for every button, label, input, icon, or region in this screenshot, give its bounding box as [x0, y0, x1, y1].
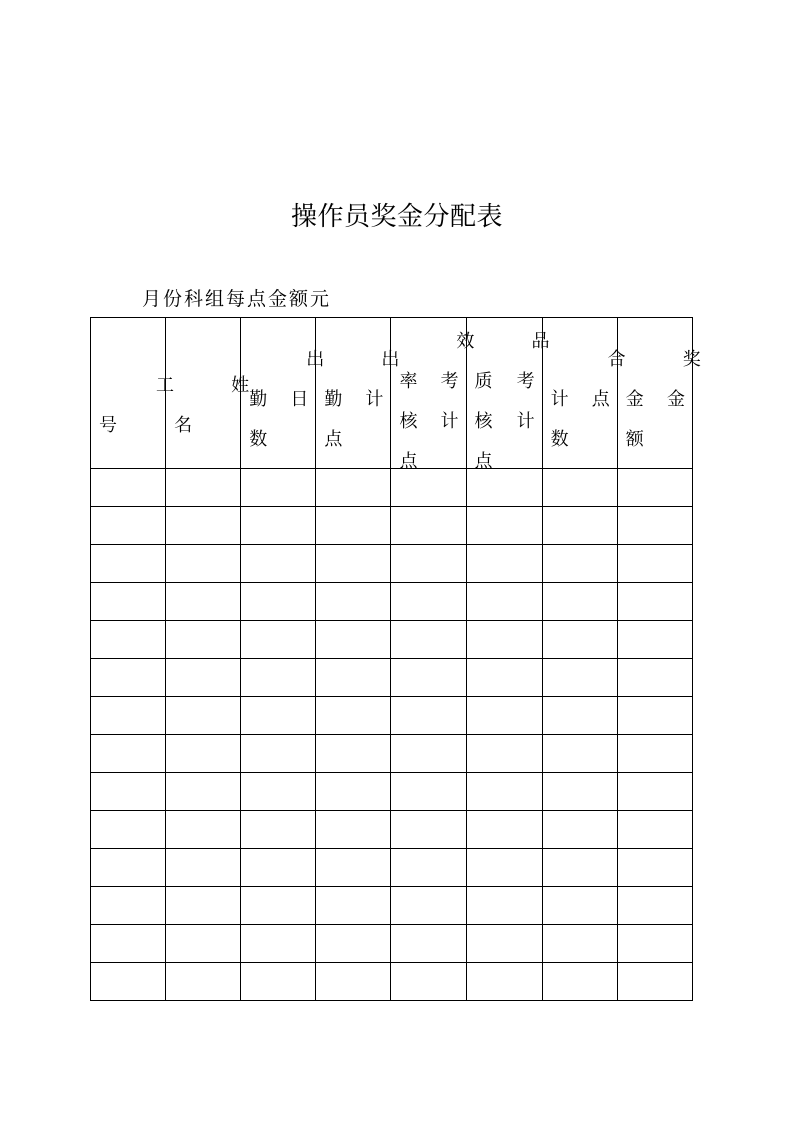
cell-quality-points[interactable] [466, 773, 542, 811]
cell-quality-points[interactable] [466, 735, 542, 773]
header-cell-wrapper [391, 318, 476, 472]
cell-quality-points[interactable] [466, 811, 542, 849]
cell-employee-number[interactable] [91, 621, 166, 659]
cell-attendance-days[interactable] [241, 925, 316, 963]
cell-total-points[interactable] [542, 697, 617, 735]
table-row [91, 849, 693, 887]
cell-quality-points[interactable] [466, 887, 542, 925]
cell-name[interactable] [166, 697, 241, 735]
cell-bonus-amount[interactable] [617, 773, 692, 811]
cell-total-points[interactable] [542, 887, 617, 925]
cell-attendance-points[interactable] [316, 659, 391, 697]
cell-quality-points[interactable] [466, 659, 542, 697]
header-label-attendance-points: 出 勤 计 点 [324, 349, 401, 450]
cell-quality-points[interactable] [466, 963, 542, 1001]
cell-employee-number[interactable] [91, 697, 166, 735]
table-row [91, 697, 693, 735]
header-cell-wrapper [166, 318, 251, 468]
cell-efficiency-points[interactable] [391, 659, 466, 697]
cell-quality-points[interactable] [466, 925, 542, 963]
header-cell-wrapper [316, 318, 401, 468]
cell-name[interactable] [166, 735, 241, 773]
cell-attendance-days[interactable] [241, 735, 316, 773]
cell-total-points[interactable] [542, 811, 617, 849]
table-row [91, 545, 693, 583]
cell-efficiency-points[interactable] [391, 621, 466, 659]
header-cell-efficiency-points [391, 318, 476, 472]
table-row [91, 659, 693, 697]
table-row [91, 507, 693, 545]
page-title: 操作员奖金分配表 [290, 202, 503, 232]
cell-employee-number[interactable] [91, 659, 166, 697]
cell-attendance-points[interactable] [316, 621, 391, 659]
header-cell-bonus-amount [617, 318, 702, 469]
header-label-efficiency-points: 效 率 考 核 计 点 [399, 331, 476, 472]
table-row [91, 773, 693, 811]
header-cell-employee-number [91, 318, 175, 469]
cell-bonus-amount[interactable] [617, 545, 692, 583]
cell-total-points[interactable] [542, 545, 617, 583]
cell-quality-points[interactable] [466, 545, 542, 583]
cell-bonus-amount[interactable] [617, 507, 692, 545]
cell-employee-number[interactable] [91, 811, 166, 849]
cell-attendance-days[interactable] [241, 469, 316, 507]
cell-employee-number[interactable] [91, 735, 166, 773]
cell-bonus-amount[interactable] [617, 963, 692, 1001]
table-header-row [91, 318, 693, 469]
cell-efficiency-points[interactable] [391, 735, 466, 773]
cell-name[interactable] [166, 507, 241, 545]
table-row [91, 925, 693, 963]
cell-attendance-points[interactable] [316, 963, 391, 1001]
cell-efficiency-points[interactable] [391, 811, 466, 849]
cell-attendance-points[interactable] [316, 887, 391, 925]
cell-attendance-days[interactable] [241, 849, 316, 887]
cell-total-points[interactable] [542, 735, 617, 773]
cell-bonus-amount[interactable] [617, 849, 692, 887]
cell-efficiency-points[interactable] [391, 887, 466, 925]
header-cell-wrapper [467, 318, 551, 472]
cell-name[interactable] [166, 887, 241, 925]
cell-total-points[interactable] [542, 621, 617, 659]
cell-employee-number[interactable] [91, 507, 166, 545]
cell-attendance-days[interactable] [241, 773, 316, 811]
table-row [91, 469, 693, 507]
cell-quality-points[interactable] [466, 697, 542, 735]
cell-attendance-points[interactable] [316, 811, 391, 849]
cell-name[interactable] [166, 773, 241, 811]
cell-efficiency-points[interactable] [391, 963, 466, 1001]
cell-attendance-days[interactable] [241, 811, 316, 849]
cell-bonus-amount[interactable] [617, 621, 692, 659]
table-row [91, 811, 693, 849]
cell-employee-number[interactable] [91, 925, 166, 963]
cell-name[interactable] [166, 545, 241, 583]
cell-total-points[interactable] [542, 773, 617, 811]
header-label-name: 姓 名 [174, 375, 251, 436]
header-cell-name [166, 318, 251, 469]
cell-efficiency-points[interactable] [391, 583, 466, 621]
bonus-distribution-table [90, 317, 702, 1001]
cell-efficiency-points[interactable] [391, 773, 466, 811]
header-label-bonus-amount: 奖 金 金 额 [625, 349, 702, 450]
cell-total-points[interactable] [542, 507, 617, 545]
header-cell-attendance-points [316, 318, 401, 469]
cell-total-points[interactable] [542, 469, 617, 507]
cell-quality-points[interactable] [466, 507, 542, 545]
cell-attendance-days[interactable] [241, 697, 316, 735]
cell-bonus-amount[interactable] [617, 469, 692, 507]
cell-quality-points[interactable] [466, 621, 542, 659]
table-row [91, 583, 693, 621]
subtitle-line: 月份科组每点金额元 [142, 288, 332, 310]
table-row [91, 887, 693, 925]
header-label-quality-points: 品 质 考 核 计 点 [474, 331, 551, 472]
cell-attendance-days[interactable] [241, 507, 316, 545]
header-cell-total-points [542, 318, 627, 469]
cell-total-points[interactable] [542, 925, 617, 963]
cell-name[interactable] [166, 849, 241, 887]
cell-bonus-amount[interactable] [617, 925, 692, 963]
header-label-total-points: 合 计 点 数 [550, 349, 627, 450]
cell-total-points[interactable] [542, 583, 617, 621]
header-cell-wrapper [91, 318, 175, 468]
cell-attendance-days[interactable] [241, 963, 316, 1001]
cell-attendance-points[interactable] [316, 849, 391, 887]
table-body [91, 469, 693, 1001]
cell-attendance-days[interactable] [241, 659, 316, 697]
header-label-attendance-days: 出 勤 日 数 [249, 349, 326, 450]
cell-employee-number[interactable] [91, 469, 166, 507]
cell-employee-number[interactable] [91, 583, 166, 621]
cell-efficiency-points[interactable] [391, 849, 466, 887]
cell-name[interactable] [166, 583, 241, 621]
cell-bonus-amount[interactable] [617, 887, 692, 925]
cell-attendance-days[interactable] [241, 583, 316, 621]
table-row [91, 621, 693, 659]
cell-attendance-days[interactable] [241, 545, 316, 583]
table-row [91, 963, 693, 1001]
cell-attendance-points[interactable] [316, 773, 391, 811]
cell-efficiency-points[interactable] [391, 925, 466, 963]
cell-attendance-days[interactable] [241, 621, 316, 659]
cell-bonus-amount[interactable] [617, 811, 692, 849]
cell-bonus-amount[interactable] [617, 659, 692, 697]
cell-employee-number[interactable] [91, 887, 166, 925]
cell-efficiency-points[interactable] [391, 507, 466, 545]
cell-quality-points[interactable] [466, 849, 542, 887]
cell-attendance-days[interactable] [241, 887, 316, 925]
cell-name[interactable] [166, 621, 241, 659]
cell-attendance-points[interactable] [316, 697, 391, 735]
cell-employee-number[interactable] [91, 849, 166, 887]
cell-efficiency-points[interactable] [391, 545, 466, 583]
cell-attendance-points[interactable] [316, 469, 391, 507]
cell-total-points[interactable] [542, 659, 617, 697]
cell-bonus-amount[interactable] [617, 735, 692, 773]
cell-quality-points[interactable] [466, 583, 542, 621]
cell-employee-number[interactable] [91, 545, 166, 583]
cell-bonus-amount[interactable] [617, 583, 692, 621]
cell-attendance-points[interactable] [316, 925, 391, 963]
cell-attendance-points[interactable] [316, 735, 391, 773]
cell-name[interactable] [166, 963, 241, 1001]
cell-attendance-points[interactable] [316, 545, 391, 583]
cell-attendance-points[interactable] [316, 583, 391, 621]
cell-total-points[interactable] [542, 849, 617, 887]
cell-total-points[interactable] [542, 963, 617, 1001]
header-cell-quality-points [466, 318, 551, 472]
cell-name[interactable] [166, 659, 241, 697]
header-cell-wrapper [241, 318, 326, 468]
cell-name[interactable] [166, 925, 241, 963]
cell-employee-number[interactable] [91, 773, 166, 811]
cell-employee-number[interactable] [91, 963, 166, 1001]
cell-name[interactable] [166, 469, 241, 507]
cell-bonus-amount[interactable] [617, 697, 692, 735]
header-label-employee-number: 工 号 [99, 375, 175, 436]
header-cell-wrapper [618, 318, 702, 468]
cell-efficiency-points[interactable] [391, 697, 466, 735]
table-row [91, 735, 693, 773]
cell-name[interactable] [166, 811, 241, 849]
header-cell-wrapper [543, 318, 627, 468]
header-cell-attendance-days [241, 318, 326, 469]
cell-attendance-points[interactable] [316, 507, 391, 545]
